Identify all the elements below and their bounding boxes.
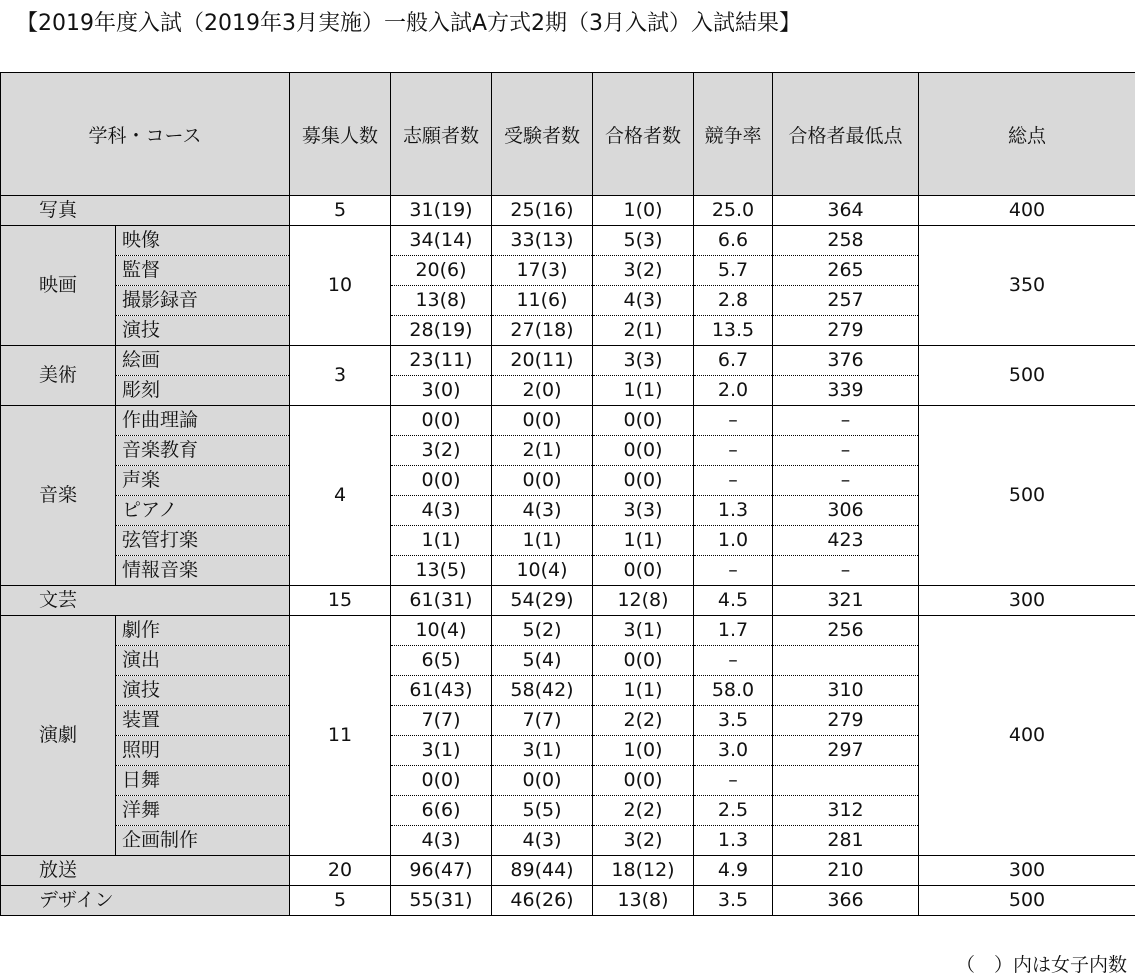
examinees-cell: 17(3): [492, 256, 593, 286]
course-cell: 演技: [116, 676, 290, 706]
course-cell: 洋舞: [116, 796, 290, 826]
examinees-cell: 4(3): [492, 826, 593, 856]
quota-cell: 10: [290, 226, 391, 346]
quota-cell: 5: [290, 196, 391, 226]
footnote: （ ）内は女子内数: [955, 954, 1127, 976]
course-cell: 音楽教育: [116, 436, 290, 466]
min-score-cell: 279: [773, 316, 919, 346]
header-quota: 募集人数: [290, 73, 391, 196]
min-score-cell: 258: [773, 226, 919, 256]
course-cell: ピアノ: [116, 496, 290, 526]
min-score-cell: 310: [773, 676, 919, 706]
ratio-cell: 1.3: [694, 826, 773, 856]
examinees-cell: 89(44): [492, 856, 593, 886]
ratio-cell: 25.0: [694, 196, 773, 226]
examinees-cell: 10(4): [492, 556, 593, 586]
header-dept: 学科・コース: [1, 73, 290, 196]
passers-cell: 5(3): [593, 226, 694, 256]
dept-cell: 映画: [1, 226, 116, 346]
ratio-cell: –: [694, 406, 773, 436]
examinees-cell: 1(1): [492, 526, 593, 556]
total-cell: 400: [919, 196, 1135, 226]
ratio-cell: 4.9: [694, 856, 773, 886]
header-examinees: 受験者数: [492, 73, 593, 196]
ratio-cell: 5.7: [694, 256, 773, 286]
passers-cell: 0(0): [593, 436, 694, 466]
min-score-cell: –: [773, 406, 919, 436]
total-cell: 400: [919, 616, 1135, 856]
ratio-cell: 2.5: [694, 796, 773, 826]
course-cell: 弦管打楽: [116, 526, 290, 556]
passers-cell: 1(1): [593, 676, 694, 706]
applicants-cell: 23(11): [391, 346, 492, 376]
examinees-cell: 27(18): [492, 316, 593, 346]
ratio-cell: 3.0: [694, 736, 773, 766]
passers-cell: 4(3): [593, 286, 694, 316]
dept-cell: デザイン: [1, 886, 290, 916]
ratio-cell: 4.5: [694, 586, 773, 616]
passers-cell: 2(2): [593, 706, 694, 736]
min-score-cell: [773, 766, 919, 796]
passers-cell: 3(2): [593, 826, 694, 856]
header-row: [1, 73, 1135, 196]
examinees-cell: 58(42): [492, 676, 593, 706]
table-row: [1, 886, 1135, 916]
table-row: [1, 616, 1135, 646]
applicants-cell: 28(19): [391, 316, 492, 346]
min-score-cell: 376: [773, 346, 919, 376]
min-score-cell: 339: [773, 376, 919, 406]
min-score-cell: 364: [773, 196, 919, 226]
applicants-cell: 1(1): [391, 526, 492, 556]
applicants-cell: 6(6): [391, 796, 492, 826]
applicants-cell: 61(43): [391, 676, 492, 706]
passers-cell: 3(1): [593, 616, 694, 646]
ratio-cell: 2.0: [694, 376, 773, 406]
ratio-cell: –: [694, 556, 773, 586]
applicants-cell: 13(5): [391, 556, 492, 586]
passers-cell: 0(0): [593, 766, 694, 796]
examinees-cell: 0(0): [492, 766, 593, 796]
dept-cell: 文芸: [1, 586, 290, 616]
passers-cell: 1(1): [593, 526, 694, 556]
ratio-cell: –: [694, 766, 773, 796]
min-score-cell: –: [773, 436, 919, 466]
applicants-cell: 0(0): [391, 466, 492, 496]
applicants-cell: 13(8): [391, 286, 492, 316]
min-score-cell: 279: [773, 706, 919, 736]
ratio-cell: 58.0: [694, 676, 773, 706]
examinees-cell: 54(29): [492, 586, 593, 616]
dept-cell: 写真: [1, 196, 290, 226]
course-cell: 絵画: [116, 346, 290, 376]
ratio-cell: –: [694, 466, 773, 496]
applicants-cell: 3(2): [391, 436, 492, 466]
results-table: [0, 72, 1135, 916]
examinees-cell: 5(5): [492, 796, 593, 826]
examinees-cell: 46(26): [492, 886, 593, 916]
examinees-cell: 33(13): [492, 226, 593, 256]
applicants-cell: 10(4): [391, 616, 492, 646]
ratio-cell: 2.8: [694, 286, 773, 316]
applicants-cell: 6(5): [391, 646, 492, 676]
examinees-cell: 0(0): [492, 466, 593, 496]
total-cell: 300: [919, 586, 1135, 616]
examinees-cell: 25(16): [492, 196, 593, 226]
ratio-cell: 3.5: [694, 886, 773, 916]
table-row: [1, 196, 1135, 226]
table-row: [1, 346, 1135, 376]
course-cell: 彫刻: [116, 376, 290, 406]
min-score-cell: 256: [773, 616, 919, 646]
examinees-cell: 11(6): [492, 286, 593, 316]
total-cell: 350: [919, 226, 1135, 346]
table-row: [1, 856, 1135, 886]
examinees-cell: 7(7): [492, 706, 593, 736]
passers-cell: 18(12): [593, 856, 694, 886]
min-score-cell: 321: [773, 586, 919, 616]
course-cell: 監督: [116, 256, 290, 286]
min-score-cell: 281: [773, 826, 919, 856]
quota-cell: 3: [290, 346, 391, 406]
ratio-cell: 1.0: [694, 526, 773, 556]
passers-cell: 12(8): [593, 586, 694, 616]
min-score-cell: –: [773, 466, 919, 496]
dept-cell: 美術: [1, 346, 116, 406]
table-row: [1, 226, 1135, 256]
quota-cell: 20: [290, 856, 391, 886]
min-score-cell: 366: [773, 886, 919, 916]
table-body: [1, 196, 1135, 916]
passers-cell: 2(2): [593, 796, 694, 826]
passers-cell: 3(2): [593, 256, 694, 286]
passers-cell: 1(1): [593, 376, 694, 406]
min-score-cell: 210: [773, 856, 919, 886]
applicants-cell: 4(3): [391, 496, 492, 526]
passers-cell: 3(3): [593, 346, 694, 376]
applicants-cell: 0(0): [391, 766, 492, 796]
ratio-cell: –: [694, 646, 773, 676]
course-cell: 照明: [116, 736, 290, 766]
applicants-cell: 31(19): [391, 196, 492, 226]
examinees-cell: 0(0): [492, 406, 593, 436]
min-score-cell: 257: [773, 286, 919, 316]
course-cell: 劇作: [116, 616, 290, 646]
course-cell: 撮影録音: [116, 286, 290, 316]
passers-cell: 1(0): [593, 196, 694, 226]
passers-cell: 0(0): [593, 406, 694, 436]
passers-cell: 0(0): [593, 646, 694, 676]
applicants-cell: 34(14): [391, 226, 492, 256]
applicants-cell: 4(3): [391, 826, 492, 856]
quota-cell: 11: [290, 616, 391, 856]
quota-cell: 5: [290, 886, 391, 916]
total-cell: 500: [919, 406, 1135, 586]
course-cell: 情報音楽: [116, 556, 290, 586]
header-min-score: 合格者最低点: [773, 73, 919, 196]
applicants-cell: 3(1): [391, 736, 492, 766]
applicants-cell: 55(31): [391, 886, 492, 916]
total-cell: 500: [919, 346, 1135, 406]
min-score-cell: [773, 646, 919, 676]
passers-cell: 2(1): [593, 316, 694, 346]
table-row: [1, 406, 1135, 436]
passers-cell: 1(0): [593, 736, 694, 766]
applicants-cell: 3(0): [391, 376, 492, 406]
ratio-cell: –: [694, 436, 773, 466]
applicants-cell: 7(7): [391, 706, 492, 736]
min-score-cell: 312: [773, 796, 919, 826]
applicants-cell: 96(47): [391, 856, 492, 886]
course-cell: 日舞: [116, 766, 290, 796]
table-row: [1, 586, 1135, 616]
course-cell: 装置: [116, 706, 290, 736]
applicants-cell: 0(0): [391, 406, 492, 436]
ratio-cell: 6.7: [694, 346, 773, 376]
total-cell: 300: [919, 856, 1135, 886]
quota-cell: 15: [290, 586, 391, 616]
applicants-cell: 20(6): [391, 256, 492, 286]
examinees-cell: 3(1): [492, 736, 593, 766]
total-cell: 500: [919, 886, 1135, 916]
passers-cell: 0(0): [593, 466, 694, 496]
dept-cell: 放送: [1, 856, 290, 886]
passers-cell: 3(3): [593, 496, 694, 526]
min-score-cell: 265: [773, 256, 919, 286]
header-passers: 合格者数: [593, 73, 694, 196]
course-cell: 声楽: [116, 466, 290, 496]
ratio-cell: 3.5: [694, 706, 773, 736]
header-applicants: 志願者数: [391, 73, 492, 196]
examinees-cell: 5(2): [492, 616, 593, 646]
course-cell: 映像: [116, 226, 290, 256]
ratio-cell: 1.7: [694, 616, 773, 646]
examinees-cell: 5(4): [492, 646, 593, 676]
min-score-cell: 306: [773, 496, 919, 526]
examinees-cell: 20(11): [492, 346, 593, 376]
passers-cell: 0(0): [593, 556, 694, 586]
passers-cell: 13(8): [593, 886, 694, 916]
quota-cell: 4: [290, 406, 391, 586]
min-score-cell: 423: [773, 526, 919, 556]
examinees-cell: 2(1): [492, 436, 593, 466]
dept-cell: 演劇: [1, 616, 116, 856]
ratio-cell: 6.6: [694, 226, 773, 256]
ratio-cell: 1.3: [694, 496, 773, 526]
header-ratio: 競争率: [694, 73, 773, 196]
header-total: 総点: [919, 73, 1135, 196]
course-cell: 演技: [116, 316, 290, 346]
applicants-cell: 61(31): [391, 586, 492, 616]
min-score-cell: 297: [773, 736, 919, 766]
page-title: 【2019年度入試（2019年3月実施）一般入試A方式2期（3月入試）入試結果】: [16, 11, 802, 36]
examinees-cell: 4(3): [492, 496, 593, 526]
course-cell: 企画制作: [116, 826, 290, 856]
examinees-cell: 2(0): [492, 376, 593, 406]
dept-cell: 音楽: [1, 406, 116, 586]
course-cell: 作曲理論: [116, 406, 290, 436]
course-cell: 演出: [116, 646, 290, 676]
ratio-cell: 13.5: [694, 316, 773, 346]
min-score-cell: –: [773, 556, 919, 586]
